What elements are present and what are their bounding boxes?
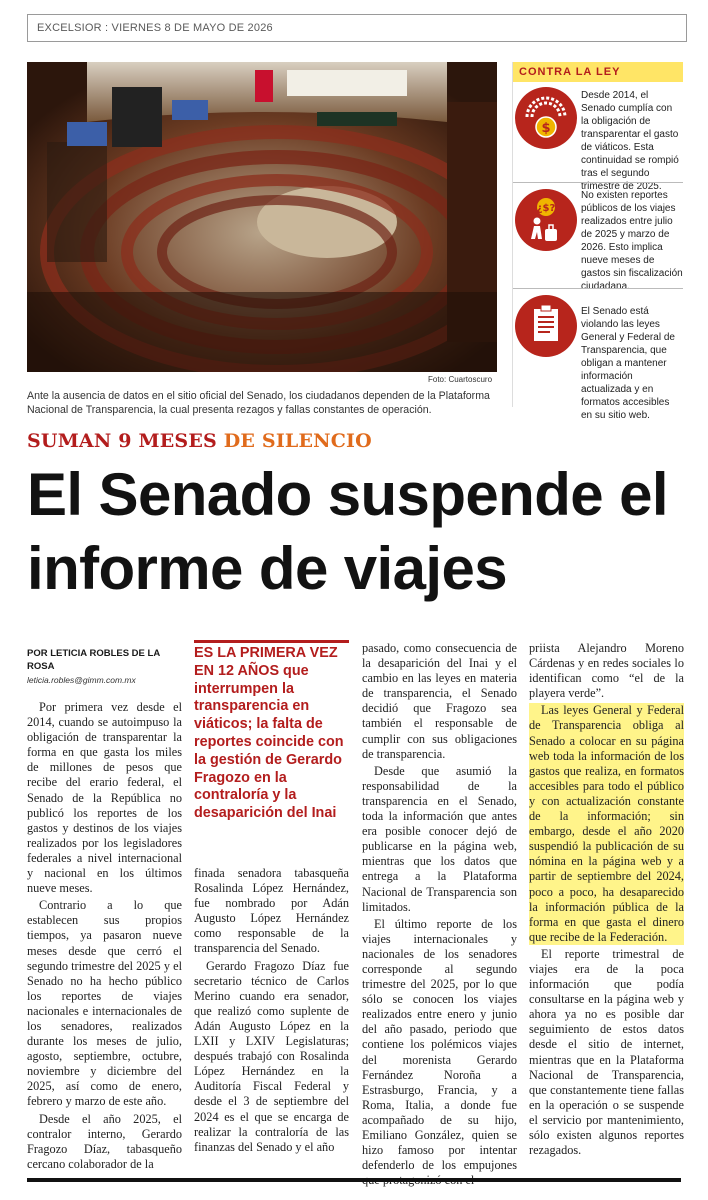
document-icon [515,295,577,357]
sidebar-contra-la-ley [512,62,683,421]
senate-chamber-illustration [27,62,497,372]
kicker-part1: SUMAN 9 MESES [27,430,224,452]
paragraph: Desde que asumió la responsabilidad de la transparencia en el Senado, toda la información que antes era posible conocer dejó de publicarse en la página web, mientras que los datos que entrega a la Plataforma Nacional de Transparencia son limitados. [362,763,517,914]
sidebar-title: CONTRA LA LEY [513,62,683,82]
header-text: EXCELSIOR : VIERNES 8 DE MAYO DE 2026 [37,22,273,34]
sidebar-divider [513,288,683,289]
article-kicker [27,430,372,452]
author-email: leticia.robles@gimm.com.mx [27,675,136,685]
pull-quote-lead: ES LA PRIMERA VEZ EN 12 AÑOS [194,645,338,679]
sidebar-item-text [581,189,683,293]
paragraph: Gerardo Fragozo Díaz fue secretario técnico de Carlos Merino cuando era senador, que realizó como suplente de Adán Augusto López en la LXII y LXIV Legislaturas; después trabajó con Rosalinda López Hernández en la Auditoría Fiscal Federal y desde el 3 de septiembre del 2024 es el que se encarga de realizar la contraloría de las finanzas del Senado y el año [194,958,349,1154]
paragraph: Desde el año 2025, el contralor interno, Gerardo Fragozo Díaz, tabasqueño cercano colaborador de la [27,1111,182,1171]
photo-credit: Foto: Cuartoscuro [428,375,493,384]
sidebar-item [513,189,683,292]
article-headline: El Senado suspende el informe de viajes [27,461,668,602]
paragraph: Por primera vez desde el 2014, cuando se autoimpuso la obligación de transparentar la forma en que gasta los miles de millones de pesos que recibe del erario federal, el Senado de la República no publicó los reportes de los gastos y destinos de los viajes realizados por los legisladores federales a nivel internacional y nacional en los últimos nueve meses. [27,700,182,896]
pull-quote-rest: que interrumpen la transparencia en viáticos; la falta de reportes coincide con la gestión de Gerardo Fragozo en la contraloría y la desaparición del Inai [194,662,344,822]
article-byline: POR LETICIA ROBLES DE LA ROSA [27,648,160,672]
svg-text:¿$?: ¿$? [536,203,556,214]
article-column-1 [27,700,182,1174]
paragraph: pasado, como consecuencia de la desaparición del Inai y el cambio en las leyes en materia de transparencia, el Senado decidió que Fragozo sea también el responsable de cumplir con sus obligaciones de transparencia. [362,641,517,761]
sidebar-item-text-body: No existen reportes públicos de los viajes realizados entre julio de 2025 y marzo de 2026. Esto implica nueve meses de gastos sin fiscalización ciudadana. [581,190,683,292]
paragraph: El reporte trimestral de viajes era de la poca información que podía consultarse en la página web y ahora ya no es posible dar seguimiento de estos datos desde el sitio de internet, mientras que en la Plataforma Nacional de Transparencia, que constantemente tiene fallas en la operación o se suspende el servicio por mantenimiento, sólo existen algunos reportes rezagados. [529,946,684,1158]
bottom-rule [27,1178,681,1182]
paragraph: priista Alejandro Moreno Cárdenas y en redes sociales lo identifican como “el de la playera verde”. [529,641,684,701]
kicker-part2: DE SILENCIO [223,430,372,452]
sidebar-divider [513,182,683,183]
article-column-3 [362,641,517,1190]
sidebar-item [513,87,683,192]
paragraph: El último reporte de los viajes internacionales y nacionales de los senadores corresponde al segundo trimestre del 2025, por lo que sólo se conocen los viajes realizados entre enero y junio del año pasado, periodo que contiene los polémicos viajes del morenista Gerardo Fernández Noroña a Estrasburgo, Francia, y a Roma, Italia, a donde fue acompañado de su hijo, Emiliano González, quien se hizo famoso por intentar defenderlo de los empujones que protagonizó con el [362,916,517,1188]
senate-coin-icon [515,87,577,149]
pull-quote [194,640,349,823]
senate-chamber-photo [27,62,497,372]
paragraph: Contrario a lo que establecen sus propios tiempos, ya pasaron nueve meses desde que cerró el segundo trimestre del 2025 y el Senado no ha hecho público los reportes de viajes nacionales e internacionales de los senadores, realizados durante los meses de julio, agosto, septiembre, octubre, noviembre y diciembre del 2025, así como de enero, febrero y marzo de este año. [27,898,182,1109]
paragraph: finada senadora tabasqueña Rosalinda López Hernández, fue nombrado por Adán Augusto López Hernández como responsable de la transparencia del Senado. [194,866,349,956]
photo-caption: Ante la ausencia de datos en el sitio oficial del Senado, los ciudadanos dependen de la Plataforma Nacional de Transparencia, la cual presenta rezagos y fallas constantes de operación. [27,390,490,416]
svg-text:$: $ [541,121,551,136]
article-column-2 [194,866,349,1157]
sidebar-item [513,295,683,421]
sidebar-item-text: Desde 2014, el Senado cumplía con la obligación de transparentar el gasto de viáticos. Esta continuidad se rompió tras el segundo trimestre de 2025. [581,90,679,192]
page-header [27,14,687,42]
highlighted-paragraph: Las leyes General y Federal de Transparencia obliga al Senado a colocar en su página web toda la información de los gastos que realiza, en formatos accesibles para todo el público y con actualización constante de la información; sin embargo, desde el año 2020 suspendió la publicación de su nómina en la página web y a partir de septiembre del 2024, poco a poco, ha desaparecido la información pública de la forma en que gasta el dinero que recibe de la Federación. [529,703,684,944]
traveler-question-icon [515,189,577,251]
sidebar-item-text: El Senado está violando las leyes General y Federal de Transparencia, que obligan a mantener información actualizada y en formatos accesibles en su sitio web. [581,306,675,421]
article-column-4 [529,641,684,1160]
